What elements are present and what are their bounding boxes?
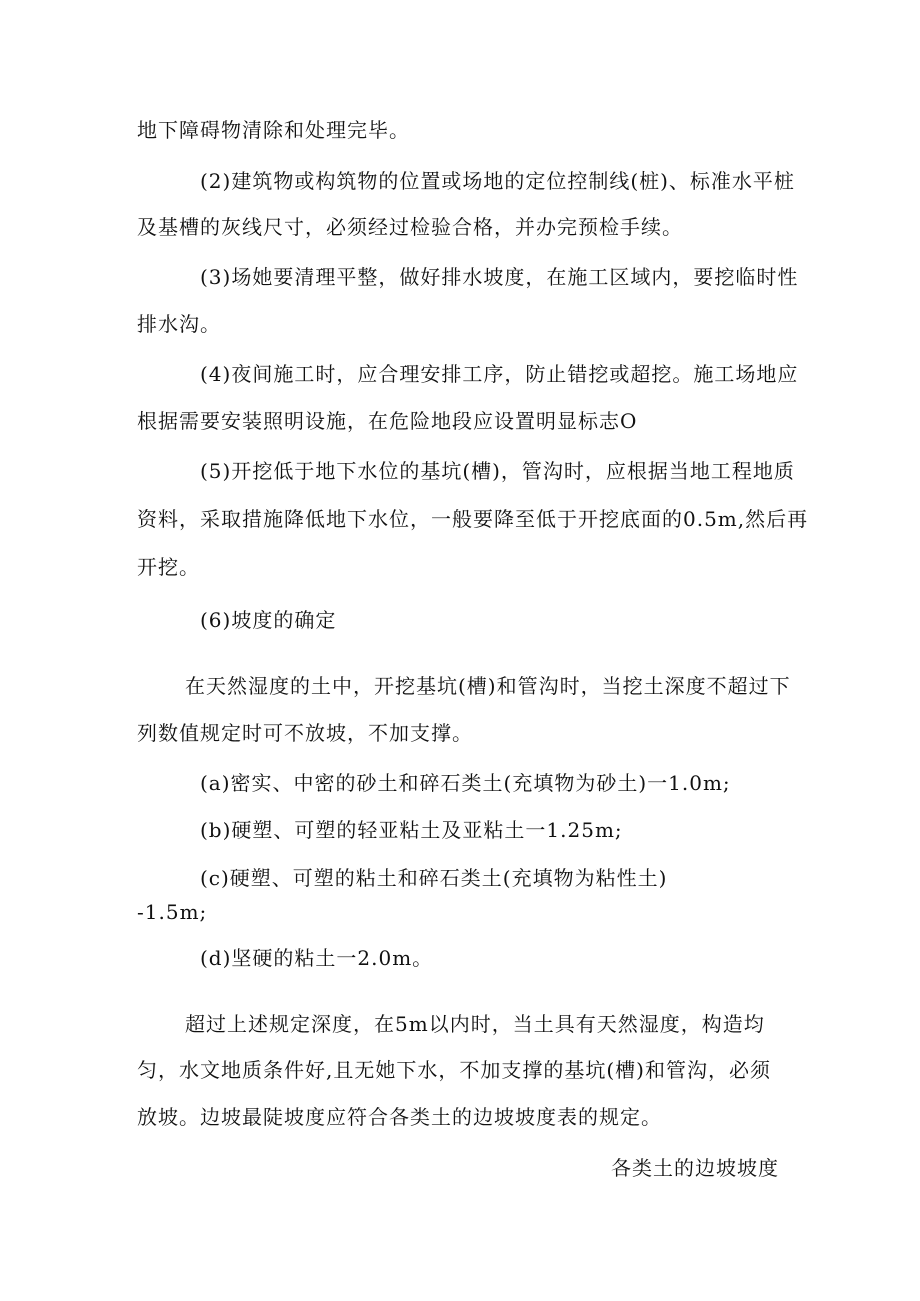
list-item-continuation: -1.5m; <box>137 900 208 924</box>
list-item: (d)坚硬的粘土一2.0m。 <box>200 946 434 970</box>
text-line: 资料，采取措施降低地下水位，一般要降至低于开挖底面的0.5m,然后再 <box>137 507 809 531</box>
text-line: 排水沟。 <box>137 312 221 336</box>
text-line: 放坡。边坡最陡坡度应符合各类土的边坡坡度表的规定。 <box>137 1105 662 1129</box>
text-line: 在天然湿度的土中，开挖基坑(槽)和管沟时，当挖土深度不超过下 <box>185 674 791 698</box>
text-line: (2)建筑物或构筑物的位置或场地的定位控制线(桩)、标准水平桩 <box>200 169 795 193</box>
text-line: 地下障碍物清除和处理完毕。 <box>137 118 410 142</box>
text-line: 超过上述规定深度，在5m以内时，当土具有天然湿度，构造均 <box>185 1012 765 1036</box>
text-line: (4)夜间施工时，应合理安排工序，防止错挖或超挖。施工场地应 <box>200 362 799 386</box>
list-item: (c)硬塑、可塑的粘土和碎石类土(充填物为粘性土) <box>200 866 668 890</box>
text-line: 列数值规定时可不放坡，不加支撑。 <box>137 721 473 745</box>
list-item: (a)密实、中密的砂土和碎石类土(充填物为砂土)一1.0m; <box>200 771 731 795</box>
list-item: (b)硬塑、可塑的轻亚粘土及亚粘土一1.25m; <box>200 818 623 842</box>
text-line: (5)开挖低于地下水位的基坑(槽)，管沟时，应根据当地工程地质 <box>200 459 795 483</box>
table-caption: 各类土的边坡坡度 <box>611 1156 779 1180</box>
text-line: 根据需要安装照明设施，在危险地段应设置明显标志O <box>137 409 638 433</box>
text-line: 开挖。 <box>137 555 200 579</box>
section-heading: (6)坡度的确定 <box>200 608 337 632</box>
text-line: (3)场她要清理平整，做好排水坡度，在施工区域内，要挖临时性 <box>200 265 799 289</box>
text-line: 及基槽的灰线尺寸，必须经过检验合格，并办完预检手续。 <box>137 215 683 239</box>
text-line: 匀，水文地质条件好,且无她下水，不加支撑的基坑(槽)和管沟，必须 <box>137 1058 771 1082</box>
